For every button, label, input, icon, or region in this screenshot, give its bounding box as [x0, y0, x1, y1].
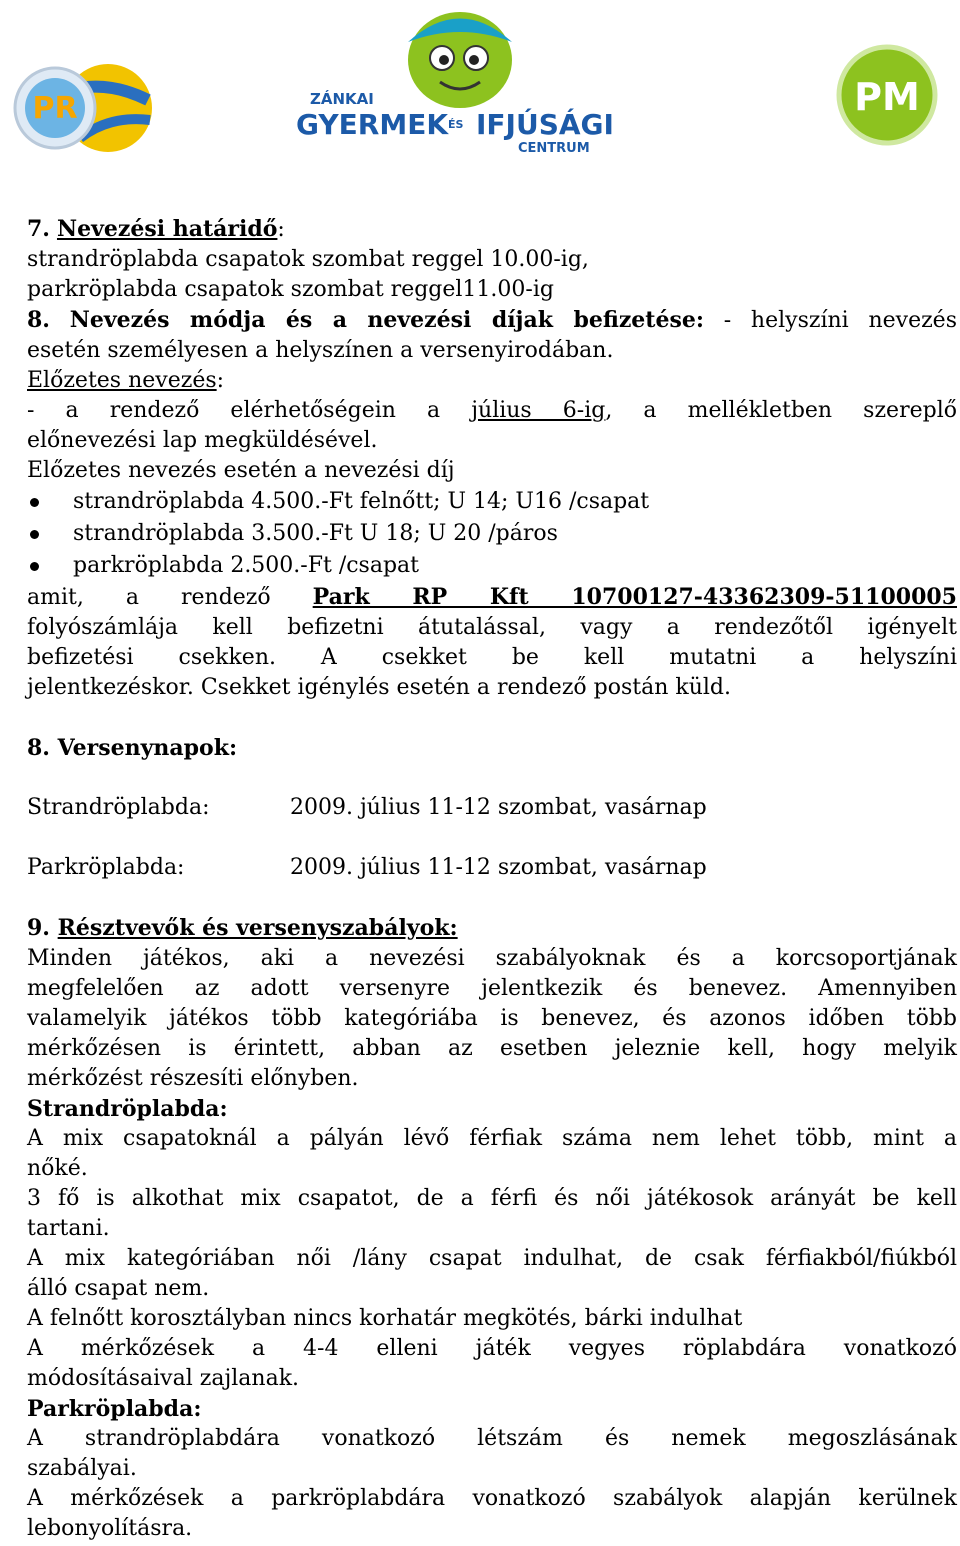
- pre-registration-colon: :: [216, 368, 225, 393]
- section-7-colon: :: [277, 217, 285, 242]
- section-9-number: 9.: [27, 915, 58, 941]
- deadline-park: parkröplabda csapatok szombat reggel11.00-ig: [27, 277, 554, 302]
- header-logos: [0, 0, 960, 190]
- center-logo-ifjusagi: IFJÚSÁGI: [476, 108, 614, 141]
- section-7-number: 7.: [27, 216, 50, 242]
- center-logo-gyermek: GYERMEK: [296, 108, 449, 141]
- fee-item: parkröplabda 2.500.-Ft /csapat: [27, 550, 957, 582]
- pre-registration-heading: [27, 366, 957, 396]
- pre-reg-text-a: - a rendező elérhetőségein a: [27, 398, 472, 423]
- pre-reg-date: július 6-ig: [471, 398, 606, 423]
- beach-rule-4: A felnőtt korosztályban nincs korhatár megkötés, bárki indulhat: [27, 1306, 743, 1331]
- section-8-text2: esetén személyesen a helyszínen a versenyirodában.: [27, 338, 614, 363]
- rules-paragraph-line: mérkőzést részesíti előnyben.: [27, 1066, 359, 1091]
- beach-rule-2: 3 fő is alkothat mix csapatot, de a férfi és női játékosok arányát be kell: [27, 1186, 957, 1211]
- section-7-title: Nevezési határidő: [56, 216, 278, 242]
- park-rule-2-end: lebonyolításra.: [27, 1516, 193, 1541]
- pm-logo-text: PM: [854, 75, 920, 119]
- rules-paragraph-line: mérkőzésen is érintett, abban az esetben jeleznie kell, hogy melyik: [27, 1036, 957, 1061]
- park-volleyball-heading: Parkröplabda:: [27, 1396, 202, 1422]
- section-9-title: Résztvevők és versenyszabályok:: [57, 915, 458, 941]
- beach-rule-1: A mix csapatoknál a pályán lévő férfiak száma nem lehet több, mint a: [27, 1126, 957, 1151]
- beach-volleyball-heading: Strandröplabda:: [27, 1096, 228, 1122]
- beach-rule-1-end: nőké.: [27, 1156, 88, 1181]
- document-body: [27, 214, 957, 1544]
- payment-text: amit, a rendező: [27, 585, 313, 610]
- rules-paragraph-line: megfelelően az adott versenyre jelentkezik és benevez. Amennyiben: [27, 976, 957, 1001]
- section-8-text1: - helyszíni nevezés: [703, 308, 957, 333]
- beach-rule-3-end: álló csapat nem.: [27, 1276, 210, 1301]
- park-rule-1-end: szabályai.: [27, 1456, 137, 1481]
- section-9-heading: [27, 913, 957, 944]
- section-8-title: Nevezés módja és a nevezési díjak befizetése:: [69, 307, 704, 333]
- fee-list: [27, 486, 957, 582]
- zankai-centrum-logo: [290, 0, 635, 180]
- competition-day-value: 2009. július 11-12 szombat, vasárnap: [290, 795, 707, 820]
- competition-day-label: Parkröplabda:: [27, 855, 185, 880]
- park-rule-1: A strandröplabdára vonatkozó létszám és nemek megoszlásának: [27, 1426, 957, 1451]
- payment-line2: folyószámlája kell befizetni átutalással, vagy a rendezőtől igényelt: [27, 615, 957, 640]
- section-8-heading: [27, 305, 957, 336]
- park-rule-2: A mérkőzések a parkröplabdára vonatkozó szabályok alapján kerülnek: [27, 1486, 957, 1511]
- pm-logo: [835, 40, 940, 150]
- deadline-strand: strandröplabda csapatok szombat reggel 10.00-ig,: [27, 247, 589, 272]
- section-7-heading: [27, 214, 957, 245]
- pre-reg-text-b: , a mellékletben szereplő: [605, 398, 957, 423]
- beach-rule-3: A mix kategóriában női /lány csapat indulhat, de csak férfiakból/fiúkból: [27, 1246, 957, 1271]
- fee-intro: Előzetes nevezés esetén a nevezési díj: [27, 458, 455, 483]
- center-logo-line1: ZÁNKAI: [310, 90, 374, 108]
- pre-registration-line: [27, 396, 957, 426]
- center-logo-es: ÉS: [448, 118, 464, 131]
- center-logo-centrum: CENTRUM: [518, 141, 590, 156]
- competition-day-row: [27, 793, 957, 823]
- competition-days-heading: 8. Versenynapok:: [27, 735, 238, 761]
- beach-rule-5: A mérkőzések a 4-4 elleni játék vegyes röplabdára vonatkozó: [27, 1336, 957, 1361]
- pr-logo-text: PR: [32, 91, 78, 126]
- payment-line3: befizetési csekken. A csekket be kell mutatni a helyszíni: [27, 645, 957, 670]
- payment-line1: [27, 582, 957, 613]
- fee-item: strandröplabda 4.500.-Ft felnőtt; U 14; U16 /csapat: [27, 486, 957, 518]
- competition-day-row: [27, 853, 957, 883]
- pr-volleyball-logo: [10, 60, 160, 155]
- beach-rule-5-end: módosításaival zajlanak.: [27, 1366, 300, 1391]
- beach-rule-2-end: tartani.: [27, 1216, 110, 1241]
- payment-line4: jelentkezéskor. Csekket igénylés esetén a rendező postán küld.: [27, 675, 731, 700]
- pre-registration-title: Előzetes nevezés: [27, 368, 217, 393]
- bank-account: Park RP Kft 10700127-43362309-51100005: [312, 584, 957, 610]
- competition-day-label: Strandröplabda:: [27, 795, 210, 820]
- pre-registration-line2: előnevezési lap megküldésével.: [27, 428, 378, 453]
- rules-paragraph-line: valamelyik játékos több kategóriába is benevez, és azonos időben több: [27, 1006, 957, 1031]
- section-8-number: 8.: [27, 307, 50, 333]
- rules-paragraph-line: Minden játékos, aki a nevezési szabályoknak és a korcsoportjának: [27, 946, 957, 971]
- competition-day-value: 2009. július 11-12 szombat, vasárnap: [290, 855, 707, 880]
- fee-item: strandröplabda 3.500.-Ft U 18; U 20 /páros: [27, 518, 957, 550]
